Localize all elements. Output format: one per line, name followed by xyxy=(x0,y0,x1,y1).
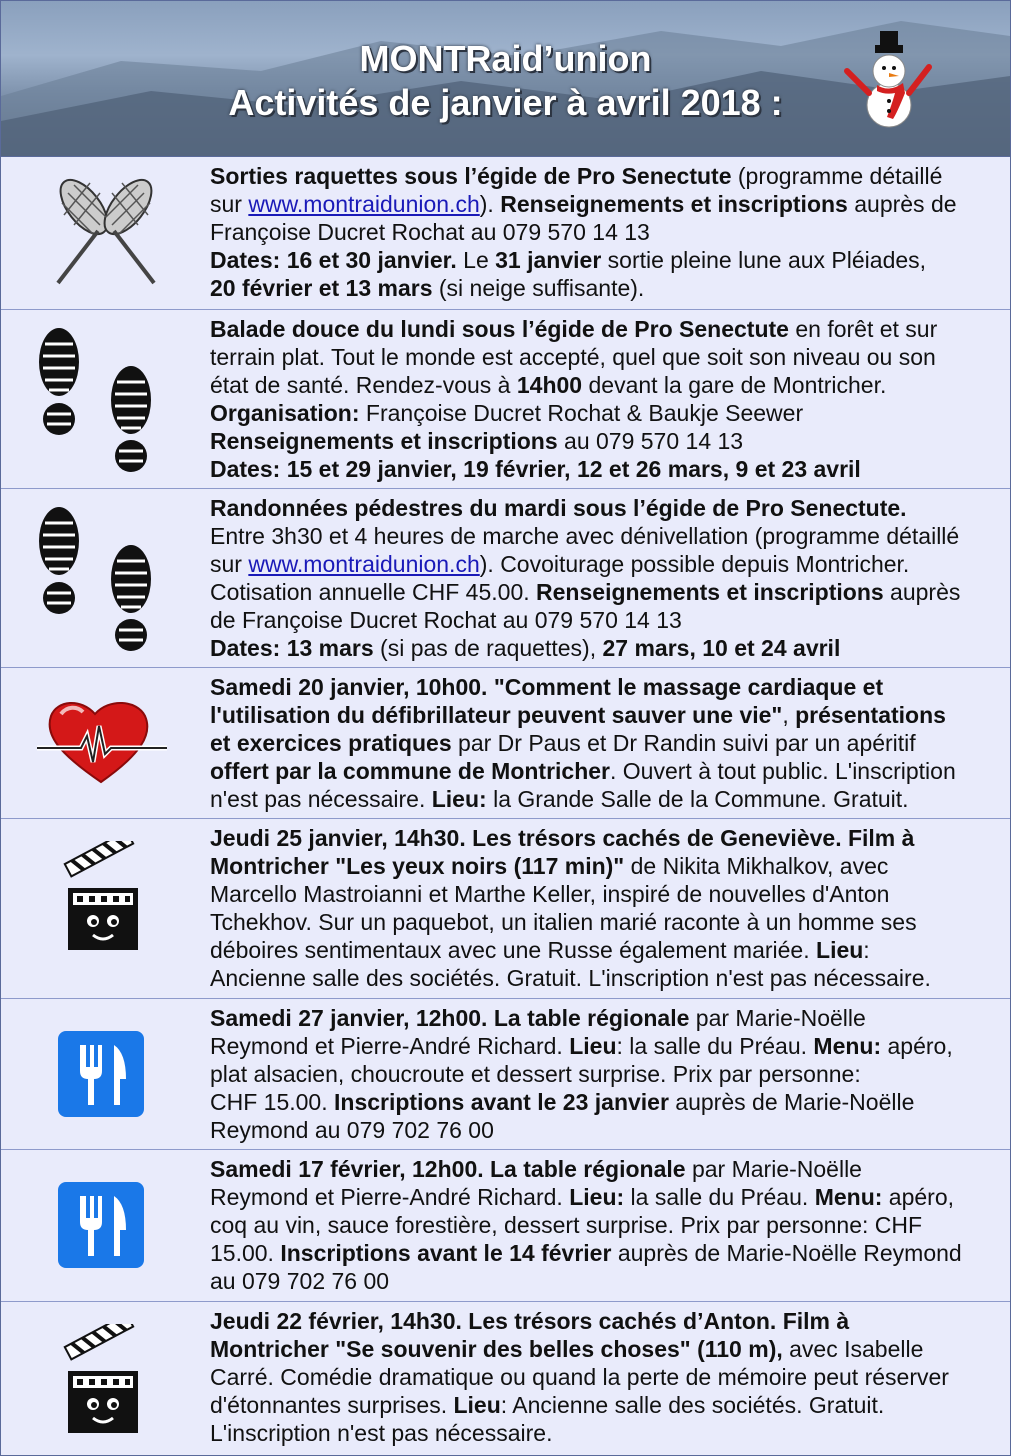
bold-text: Inscriptions avant le 14 février xyxy=(280,1240,612,1266)
description-line xyxy=(210,550,1004,578)
activity-icon-cell xyxy=(1,1150,206,1301)
bold-text: et exercices pratiques xyxy=(210,730,452,756)
bold-text: Lieu xyxy=(453,1392,501,1418)
activity-row xyxy=(1,489,1010,668)
plain-text: Ancienne salle des sociétés. Gratuit. L'inscription n'est pas nécessaire. xyxy=(210,965,931,991)
plain-text: ). Covoiturage possible depuis Montricher. xyxy=(479,551,910,577)
plain-text: en forêt et sur xyxy=(788,316,938,342)
bold-text: Dates: 15 et 29 janvier, 19 février, 12 et 26 mars, 9 et 23 avril xyxy=(210,456,861,482)
description-line xyxy=(210,246,1004,274)
description-line xyxy=(210,852,1004,880)
plain-text: Françoise Ducret Rochat & Baukje Seewer xyxy=(359,400,804,426)
bold-text: Balade douce du lundi sous l’égide de Pro Senectute xyxy=(210,316,789,342)
bold-text: 20 février et 13 mars xyxy=(210,275,433,301)
description-line xyxy=(210,162,1004,190)
description-line xyxy=(210,1391,1004,1419)
plain-text: (programme détaillé xyxy=(731,163,943,189)
description-line xyxy=(210,908,1004,936)
bold-text: Menu: xyxy=(813,1033,882,1059)
bold-text: Jeudi 25 janvier, 14h30. Les trésors cachés de Geneviève. Film à xyxy=(210,825,915,851)
plain-text: (si pas de raquettes), xyxy=(373,635,603,661)
plain-text: d'étonnantes surprises. xyxy=(210,1392,454,1418)
bold-text: Renseignements et inscriptions xyxy=(210,428,558,454)
description-line xyxy=(210,1267,1004,1295)
plain-text: Le xyxy=(456,247,496,273)
plain-text: auprès de Marie-Noëlle xyxy=(668,1089,915,1115)
plain-text: : Ancienne salle des sociétés. Gratuit. xyxy=(500,1392,885,1418)
bold-text: 27 mars, 10 et 24 avril xyxy=(602,635,841,661)
description-line xyxy=(210,274,1004,302)
activity-row xyxy=(1,157,1010,310)
description-line xyxy=(210,1363,1004,1391)
plain-text: , xyxy=(782,702,796,728)
description-line xyxy=(210,936,1004,964)
activity-row xyxy=(1,999,1010,1150)
plain-text: état de santé. Rendez-vous à xyxy=(210,372,517,398)
description-line xyxy=(210,1335,1004,1363)
activity-icon-cell xyxy=(1,1302,206,1454)
activity-row xyxy=(1,819,1010,999)
activity-description xyxy=(206,1302,1010,1454)
plain-text: sur xyxy=(210,191,249,217)
activity-description xyxy=(206,999,1010,1149)
fork-knife-icon xyxy=(58,1031,144,1122)
plain-text: : xyxy=(863,937,870,963)
plain-text: Tchekhov. Sur un paquebot, un italien marié raconte à un homme ses xyxy=(210,909,917,935)
plain-text: Cotisation annuelle CHF 45.00. xyxy=(210,579,537,605)
bold-text: Lieu xyxy=(816,937,864,963)
description-line xyxy=(210,634,1004,662)
bold-text: Samedi 17 février, 12h00. La table régionale xyxy=(210,1156,686,1182)
plain-text: terrain plat. Tout le monde est accepté, quel que soit son niveau ou son xyxy=(210,344,936,370)
description-line xyxy=(210,1060,1004,1088)
snowman-icon xyxy=(837,23,937,133)
plain-text: Marcello Mastroianni et Marthe Keller, inspiré de nouvelles d'Anton xyxy=(210,881,890,907)
plain-text: de Françoise Ducret Rochat au 079 570 14 13 xyxy=(210,607,682,633)
bold-text: Organisation: xyxy=(210,400,360,426)
description-line xyxy=(210,880,1004,908)
description-line xyxy=(210,757,1004,785)
bold-text: Montricher "Les yeux noirs (117 min)" xyxy=(210,853,625,879)
description-line xyxy=(210,1419,1004,1447)
bold-text: Randonnées pédestres du mardi sous l’égide de Pro Senectute. xyxy=(210,495,907,521)
bold-text: Samedi 20 janvier, 10h00. "Comment le massage cardiaque et xyxy=(210,674,884,700)
activity-icon-cell xyxy=(1,489,206,667)
plain-text: coq au vin, sauce forestière, dessert surprise. Prix par personne: CHF xyxy=(210,1212,923,1238)
bold-text: Renseignements et inscriptions xyxy=(500,191,848,217)
description-line xyxy=(210,729,1004,757)
plain-text: ). xyxy=(479,191,501,217)
description-line xyxy=(210,399,1004,427)
description-line xyxy=(210,701,1004,729)
plain-text: devant la gare de Montricher. xyxy=(582,372,887,398)
description-line xyxy=(210,1088,1004,1116)
fork-knife-icon xyxy=(58,1182,144,1273)
plain-text: Reymond et Pierre-André Richard. xyxy=(210,1033,570,1059)
plain-text: Françoise Ducret Rochat au 079 570 14 13 xyxy=(210,219,650,245)
plain-text: de Nikita Mikhalkov, avec xyxy=(624,853,889,879)
website-link[interactable]: www.montraidunion.ch xyxy=(248,551,480,577)
activity-icon-cell xyxy=(1,157,206,309)
activity-row xyxy=(1,668,1010,819)
plain-text: la Grande Salle de la Commune. Gratuit. xyxy=(486,786,909,812)
description-line xyxy=(210,1307,1004,1335)
activity-icon-cell xyxy=(1,668,206,818)
activity-icon-cell xyxy=(1,819,206,998)
bold-text: Dates: 13 mars xyxy=(210,635,374,661)
bold-text: l'utilisation du défibrillateur peuvent sauver une vie" xyxy=(210,702,783,728)
footprints-icon xyxy=(31,503,171,658)
snowshoes-icon xyxy=(46,173,166,298)
activity-description xyxy=(206,157,1010,309)
bold-text: Lieu: xyxy=(569,1184,625,1210)
bold-text: Montricher "Se souvenir des belles choses" (110 m), xyxy=(210,1336,783,1362)
description-line xyxy=(210,785,1004,813)
plain-text: n'est pas nécessaire. xyxy=(210,786,432,812)
activity-row xyxy=(1,1150,1010,1302)
plain-text: Reymond et Pierre-André Richard. xyxy=(210,1184,570,1210)
description-line xyxy=(210,494,1004,522)
plain-text: . Ouvert à tout public. L'inscription xyxy=(610,758,956,784)
plain-text: par Marie-Noëlle xyxy=(689,1005,866,1031)
plain-text: CHF 15.00. xyxy=(210,1089,334,1115)
plain-text: auprès de xyxy=(847,191,957,217)
plain-text: Carré. Comédie dramatique ou quand la perte de mémoire peut réserver xyxy=(210,1364,949,1390)
description-line xyxy=(210,455,1004,483)
activity-description xyxy=(206,489,1010,667)
clapperboard-icon xyxy=(63,841,143,961)
footprints-icon xyxy=(31,324,171,479)
plain-text: auprès xyxy=(883,579,961,605)
bold-text: Sorties raquettes sous l’égide de Pro Senectute xyxy=(210,163,732,189)
heart-pulse-icon xyxy=(37,696,167,791)
plain-text: avec Isabelle xyxy=(782,1336,924,1362)
bold-text: Renseignements et inscriptions xyxy=(536,579,884,605)
plain-text: 15.00. xyxy=(210,1240,281,1266)
activity-row xyxy=(1,310,1010,489)
description-line xyxy=(210,522,1004,550)
description-line xyxy=(210,190,1004,218)
activity-description xyxy=(206,310,1010,488)
plain-text: au 079 702 76 00 xyxy=(210,1268,390,1294)
plain-text: apéro, xyxy=(881,1033,953,1059)
plain-text: au 079 570 14 13 xyxy=(557,428,744,454)
plain-text: par Dr Paus et Dr Randin suivi par un apéritif xyxy=(451,730,916,756)
bold-text: présentations xyxy=(795,702,946,728)
activity-icon-cell xyxy=(1,999,206,1149)
activity-icon-cell xyxy=(1,310,206,488)
clapperboard-icon xyxy=(63,1324,143,1444)
bold-text: Jeudi 22 février, 14h30. Les trésors cachés d’Anton. Film à xyxy=(210,1308,850,1334)
bold-text: Menu: xyxy=(814,1184,883,1210)
description-line xyxy=(210,578,1004,606)
bold-text: offert par la commune de Montricher xyxy=(210,758,611,784)
plain-text: Reymond au 079 702 76 00 xyxy=(210,1117,494,1143)
description-line xyxy=(210,1211,1004,1239)
bold-text: Lieu xyxy=(569,1033,617,1059)
plain-text: sur xyxy=(210,551,249,577)
description-line xyxy=(210,1032,1004,1060)
description-line xyxy=(210,824,1004,852)
description-line xyxy=(210,964,1004,992)
plain-text: par Marie-Noëlle xyxy=(685,1156,862,1182)
bold-text: Lieu: xyxy=(431,786,487,812)
plain-text: (si neige suffisante). xyxy=(432,275,645,301)
website-link[interactable]: www.montraidunion.ch xyxy=(248,191,480,217)
description-line xyxy=(210,427,1004,455)
plain-text: la salle du Préau. xyxy=(624,1184,815,1210)
description-line xyxy=(210,1116,1004,1144)
activity-row xyxy=(1,1302,1010,1454)
description-line xyxy=(210,315,1004,343)
plain-text: auprès de Marie-Noëlle Reymond xyxy=(611,1240,962,1266)
bold-text: 31 janvier xyxy=(495,247,602,273)
plain-text: apéro, xyxy=(882,1184,955,1210)
description-line xyxy=(210,673,1004,701)
plain-text: L'inscription n'est pas nécessaire. xyxy=(210,1420,553,1446)
page-title: MONTRaid’union xyxy=(359,38,652,79)
activity-description xyxy=(206,819,1010,998)
plain-text: plat alsacien, choucroute et dessert surprise. Prix par personne: xyxy=(210,1061,861,1087)
description-line xyxy=(210,1004,1004,1032)
activity-description xyxy=(206,668,1010,818)
description-line xyxy=(210,606,1004,634)
header-banner xyxy=(1,1,1010,157)
bold-text: Dates: 16 et 30 janvier. xyxy=(210,247,457,273)
plain-text: sortie pleine lune aux Pléiades, xyxy=(601,247,927,273)
page-subtitle: Activités de janvier à avril 2018 : xyxy=(228,82,783,123)
plain-text: Entre 3h30 et 4 heures de marche avec dénivellation (programme détaillé xyxy=(210,523,960,549)
plain-text: : la salle du Préau. xyxy=(616,1033,814,1059)
plain-text: déboires sentimentaux avec une Russe également mariée. xyxy=(210,937,817,963)
bold-text: 14h00 xyxy=(516,372,583,398)
bold-text: Inscriptions avant le 23 janvier xyxy=(334,1089,669,1115)
description-line xyxy=(210,1183,1004,1211)
bold-text: Samedi 27 janvier, 12h00. La table régionale xyxy=(210,1005,690,1031)
description-line xyxy=(210,218,1004,246)
description-line xyxy=(210,371,1004,399)
activity-description xyxy=(206,1150,1010,1301)
description-line xyxy=(210,1239,1004,1267)
description-line xyxy=(210,343,1004,371)
description-line xyxy=(210,1155,1004,1183)
